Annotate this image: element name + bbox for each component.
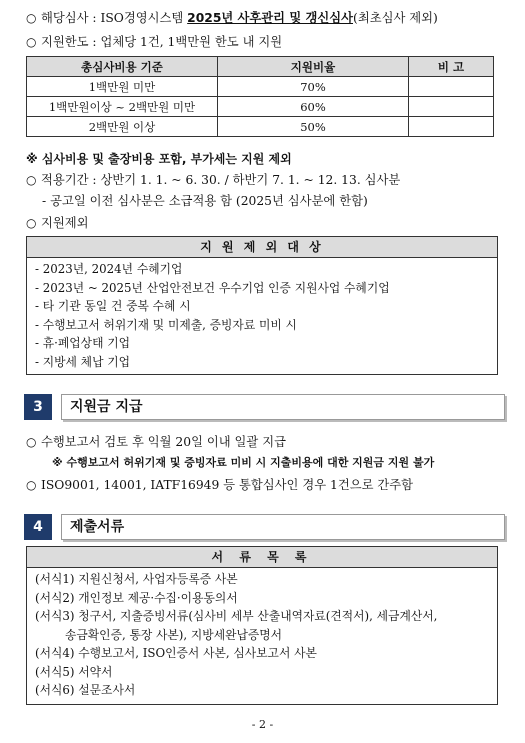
- payment-text: 수행보고서 검토 후 익월 20일 이내 일괄 지급: [41, 435, 286, 449]
- circle-bullet-icon: ○: [26, 435, 37, 449]
- table-cell: 1백만원이상 ~ 2백만원 미만: [27, 97, 218, 117]
- support-limit-text: 지원한도 : 업체당 1건, 1백만원 한도 내 지원: [41, 35, 283, 49]
- integrated-audit-text: ISO9001, 14001, IATF16949 등 통합심사인 경우 1건으로 간주함: [41, 478, 413, 492]
- audit-scope-suffix: (최초심사 제외): [353, 11, 438, 25]
- table-row: [27, 97, 494, 117]
- table-header: 지원비율: [218, 57, 409, 77]
- list-item: - 2023년, 2024년 수혜기업: [35, 262, 183, 276]
- payment-line: [26, 432, 286, 450]
- list-item: - 휴·폐업상태 기업: [35, 336, 131, 350]
- exclusion-line: [26, 213, 89, 231]
- list-item: - 지방세 체납 기업: [35, 354, 131, 369]
- section-number: 4: [24, 514, 52, 540]
- exclusion-label: 지원제외: [41, 216, 89, 230]
- section-number: 3: [24, 394, 52, 420]
- documents-box-title: 서 류 목 록: [27, 547, 497, 568]
- audit-scope-prefix: 해당심사 : ISO경영시스템: [41, 11, 188, 25]
- list-item: - 수행보고서 허위기재 및 미제출, 증빙자료 미비 시: [35, 317, 297, 332]
- circle-bullet-icon: ○: [26, 35, 37, 49]
- retroactive-note: - 공고일 이전 심사분은 소급적용 함 (2025년 심사분에 한함): [42, 194, 368, 208]
- table-row: [27, 117, 494, 137]
- list-item: (서식2) 개인정보 제공·수집·이용동의서: [35, 590, 238, 605]
- table-cell: [409, 97, 494, 117]
- list-item: (서식4) 수행보고서, ISO인증서 사본, 심사보고서 사본: [35, 646, 317, 660]
- table-cell: 2백만원 이상: [27, 117, 218, 137]
- circle-bullet-icon: ○: [26, 478, 37, 492]
- section-title: 제출서류: [61, 514, 505, 540]
- table-header: 비 고: [409, 57, 494, 77]
- period-line: [26, 170, 400, 188]
- list-item: 송금확인증, 통장 사본), 지방세완납증명서: [35, 627, 283, 642]
- page-number: - 2 -: [251, 718, 274, 731]
- vat-note: ※ 심사비용 및 출장비용 포함, 부가세는 지원 제외: [26, 152, 292, 166]
- table-cell: [409, 77, 494, 97]
- circle-bullet-icon: ○: [26, 173, 37, 187]
- table-cell: 50%: [218, 117, 409, 137]
- table-header: 총심사비용 기준: [27, 57, 218, 77]
- list-item: (서식1) 지원신청서, 사업자등록증 사본: [35, 572, 238, 586]
- list-item: - 타 기관 동일 건 중복 수혜 시: [35, 299, 191, 313]
- table-row: [27, 77, 494, 97]
- circle-bullet-icon: ○: [26, 11, 37, 25]
- list-item: (서식6) 설문조사서: [35, 683, 136, 697]
- table-cell: [409, 117, 494, 137]
- payment-note: ※ 수행보고서 허위기재 및 증빙자료 미비 시 지출비용에 대한 지원금 지원 불가: [52, 456, 435, 469]
- list-item: (서식5) 서약서: [35, 664, 113, 679]
- integrated-audit-line: [26, 475, 413, 493]
- table-cell: 60%: [218, 97, 409, 117]
- exclusion-box: [26, 236, 498, 375]
- table-cell: 1백만원 미만: [27, 77, 218, 97]
- period-text: 적용기간 : 상반기 1. 1. ~ 6. 30. / 하반기 7. 1. ~ 12. 13. 심사분: [41, 173, 401, 187]
- cost-support-table: [26, 56, 494, 137]
- audit-scope-highlight: 2025년 사후관리 및 갱신심사: [187, 11, 354, 25]
- list-item: - 2023년 ~ 2025년 산업안전보건 우수기업 인증 지원사업 수혜기업: [35, 280, 390, 295]
- section-title: 지원금 지급: [61, 394, 505, 420]
- list-item: (서식3) 청구서, 지출증빙서류(심사비 세부 산출내역자료(견적서), 세금계산서,: [35, 609, 438, 623]
- circle-bullet-icon: ○: [26, 216, 37, 230]
- exclusion-box-title: 지 원 제 외 대 상: [27, 237, 497, 258]
- documents-box: [26, 546, 498, 705]
- audit-scope-line: [26, 8, 438, 26]
- table-cell: 70%: [218, 77, 409, 97]
- support-limit-line: [26, 32, 282, 50]
